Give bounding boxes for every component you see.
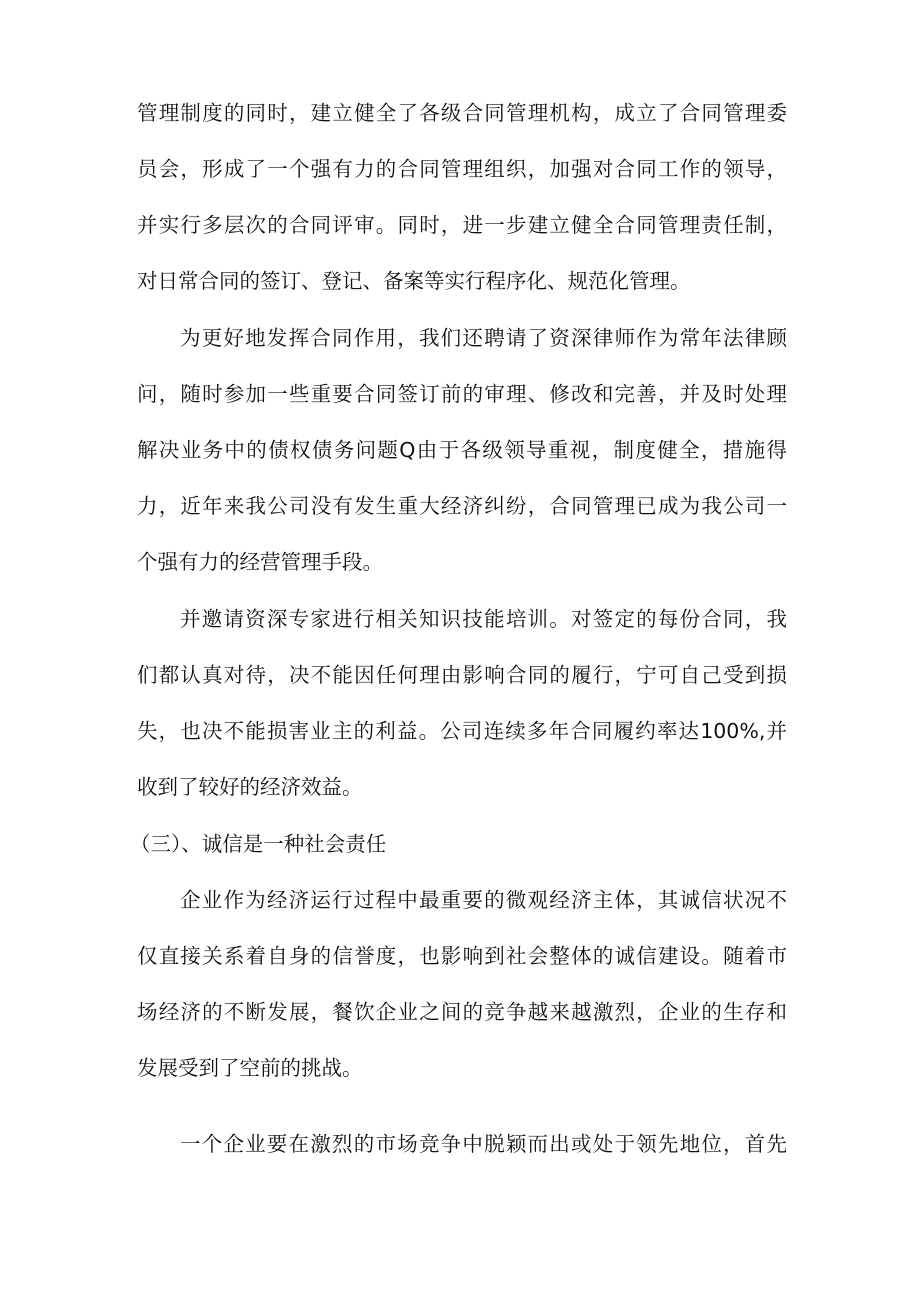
paragraph-1-line-4: 对日常合同的签订、登记、备案等实行程序化、规范化管理。 <box>137 269 691 293</box>
paragraph-3-line-2: 们都认真对待，决不能因任何理由影响合同的履行，宁可自己受到损 <box>137 663 787 687</box>
paragraph-3-line-3: 失，也决不能损害业主的利益。公司连续多年合同履约率达100%,并 <box>137 719 787 743</box>
paragraph-4-line-1: 企业作为经济运行过程中最重要的微观经济主体，其诚信状况不 <box>180 888 787 912</box>
paragraph-3-line-1: 并邀请资深专家进行相关知识技能培训。对签定的每份合同，我 <box>180 607 787 631</box>
paragraph-1-line-1: 管理制度的同时，建立健全了各级合同管理机构，成立了合同管理委 <box>137 101 787 125</box>
section-heading: （三）、诚信是一种社会责任 <box>130 832 387 856</box>
paragraph-4-line-3: 场经济的不断发展，餐饮企业之间的竞争越来越激烈，企业的生存和 <box>137 1000 787 1024</box>
paragraph-1-line-3: 并实行多层次的合同评审。同时，进一步建立健全合同管理责任制， <box>137 213 787 237</box>
paragraph-5-line-1: 一个企业要在激烈的市场竞争中脱颖而出或处于领先地位，首先 <box>180 1132 787 1156</box>
paragraph-2-line-4: 力，近年来我公司没有发生重大经济纠纷，合同管理已成为我公司一 <box>137 494 787 518</box>
paragraph-2-line-3: 解决业务中的债权债务问题Q由于各级领导重视，制度健全，措施得 <box>137 438 787 462</box>
paragraph-1-line-2: 员会，形成了一个强有力的合同管理组织，加强对合同工作的领导， <box>137 157 787 181</box>
paragraph-2-line-2: 问，随时参加一些重要合同签订前的审理、修改和完善，并及时处理 <box>137 382 787 406</box>
paragraph-2-line-1: 为更好地发挥合同作用，我们还聘请了资深律师作为常年法律顾 <box>180 326 787 350</box>
paragraph-4-line-4: 发展受到了空前的挑战。 <box>137 1056 363 1080</box>
paragraph-3-line-4: 收到了较好的经济效益。 <box>137 775 363 799</box>
paragraph-2-line-5: 个强有力的经营管理手段。 <box>137 550 383 574</box>
paragraph-4-line-2: 仅直接关系着自身的信誉度，也影响到社会整体的诚信建设。随着市 <box>137 944 787 968</box>
